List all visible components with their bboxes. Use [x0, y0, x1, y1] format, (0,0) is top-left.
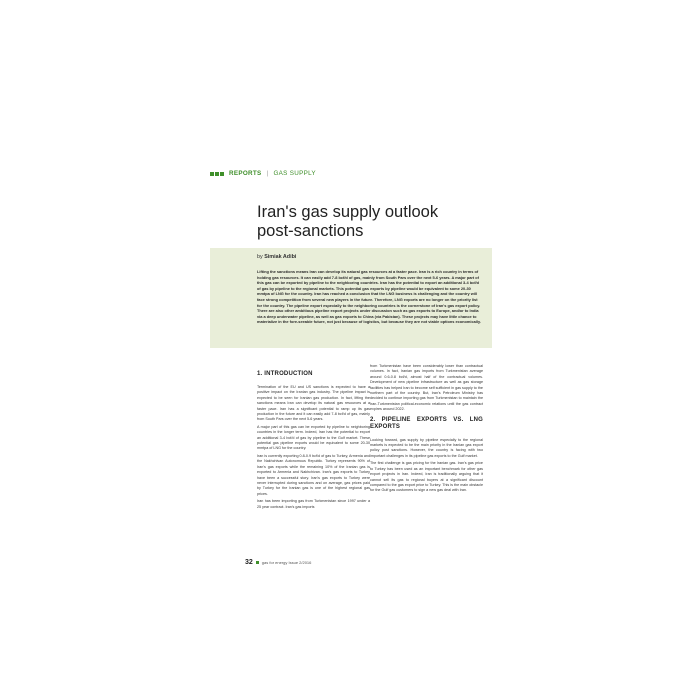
- column-2: [370, 364, 483, 496]
- paragraph: from Turkmenistan have been considerably lower than contractual volumes. In fact, Iranian gas imports from Turkmenistan average around 0.6-0.8 bcf/d, almost half of the contractual volumes. Development of new pipeline infrastructure as well as gas storage facilities has helped Iran to become self sufficient in gas supply to the northern part of the country. But, Iran's Petroleum Ministry has decided to continue importing gas from Turkmenistan to maintain the Iran-Turkmenistan political-economic relations until the gas contract expires around 2022.: [370, 364, 483, 412]
- publication-name: gas for energy Issue 2/2016: [261, 560, 312, 565]
- title-line-2: post-sanctions: [257, 222, 364, 240]
- paragraph: Iran is currently exporting 0.8-0.9 bcf/d of gas to Turkey, Armenia and the Nakhchivan Autonomous Republic. Turkey represents 90% of Iran's gas exports while the remaining 10% of the Iranian gas is exported to Armenia and Nakhchivan. Iran's gas exports to Turkey have been a successful story. Iran's gas exports to Turkey were never interrupted during sanctions and on average, gas prices paid by Turkey for the Iranian gas is one of the highest regional gas prices.: [257, 453, 370, 496]
- page-footer: [245, 559, 311, 566]
- byline: [257, 254, 296, 260]
- tag-topic: GAS SUPPLY: [273, 170, 316, 177]
- green-squares-icon: [210, 172, 224, 176]
- title-line-1: Iran's gas supply outlook: [257, 203, 439, 221]
- section-tag: [210, 170, 316, 177]
- paragraph: Iran has been importing gas from Turkmenistan since 1997 under a 25 year contract. Iran's gas imports: [257, 499, 370, 509]
- tag-separator: |: [266, 170, 269, 177]
- tag-reports: REPORTS: [229, 170, 262, 177]
- author-name: Simiak Adibi: [264, 254, 297, 260]
- green-square-icon: [256, 561, 259, 564]
- section-heading-pipeline-exports: 2. PIPELINE EXPORTS VS. LNG EXPORTS: [370, 416, 483, 430]
- paragraph: The first challenge is gas pricing for the Iranian gas. Iran's gas price to Turkey has been used as an important benchmark for other gas export projects in Iran. Indeed, Iran is traditionally arguing that it cannot sell its gas to regional buyers at a significant discount compared to the gas export price to Turkey. This is the main obstacle for the Gulf gas customers to sign a new gas deal with Iran.: [370, 461, 483, 493]
- byline-prefix: by: [257, 254, 263, 260]
- section-heading-introduction: 1. INTRODUCTION: [257, 371, 313, 377]
- page-number: 32: [245, 559, 253, 566]
- article-title: [257, 203, 447, 241]
- paragraph: Termination of the EU and US sanctions is expected to have a positive impact on the Iranian gas industry. The pipeline impact is expected to be seen for Iranian gas production. In fact, lifting the sanctions means Iran can develop its natural gas resources at a faster pace. Iran has a significant potential to ramp up its gas production in the future and it can easily add 7-8 bcf/d of gas, mainly from South Pars over the next 5-6 years.: [257, 385, 370, 422]
- paragraph: Looking forward, gas supply by pipeline especially to the regional markets is expected to be the main priority in the Iranian gas export policy post sanctions. However, the country is facing with two important challenges in its pipeline gas exports to the Gulf market.: [370, 437, 483, 458]
- paragraph: A major part of this gas can be exported by pipeline to neighboring countries in the longer term. Indeed, Iran has the potential to export an additional 3-4 bcf/d of gas by pipeline to the Gulf market. These potential gas pipeline exports would be equivalent to some 20-30 mmtpa of LNG for the country.: [257, 424, 370, 451]
- column-1: [257, 371, 370, 512]
- abstract-text: Lifting the sanctions means Iran can develop its natural gas resources at a faster pace. Iran is a rich country in terms of holding gas resources. It can easily add 7-8 bcf/d of gas, mainly from South Pars over the next 5-6 years. A major part of this gas can be exported by pipeline to the neighboring countries. Iran has the potential to export an additional 3-4 bcf/d of gas by pipeline to the regional markets. This potential gas exports by pipeline would be equivalent to some 20-30 mmtpa of LNG for the country. Iran has reached a conclusion that the LNG business is challenging and the country will face strong competition from several new players in the future. Therefore, LNG exports are no longer on the priority list for the country. The pipeline export especially to the neighboring countries is the cornerstone of Iran's gas export policy. There are also other ambitious pipeline export projects under discussion such as gas exports to Europe, and/or to India via a deep underwater pipeline, as well as gas exports to China (via Pakistan). These projects may have little chance to materialize in the fore-seeable future, not just because of logistics, but because they are not viable options economically.: [257, 269, 481, 325]
